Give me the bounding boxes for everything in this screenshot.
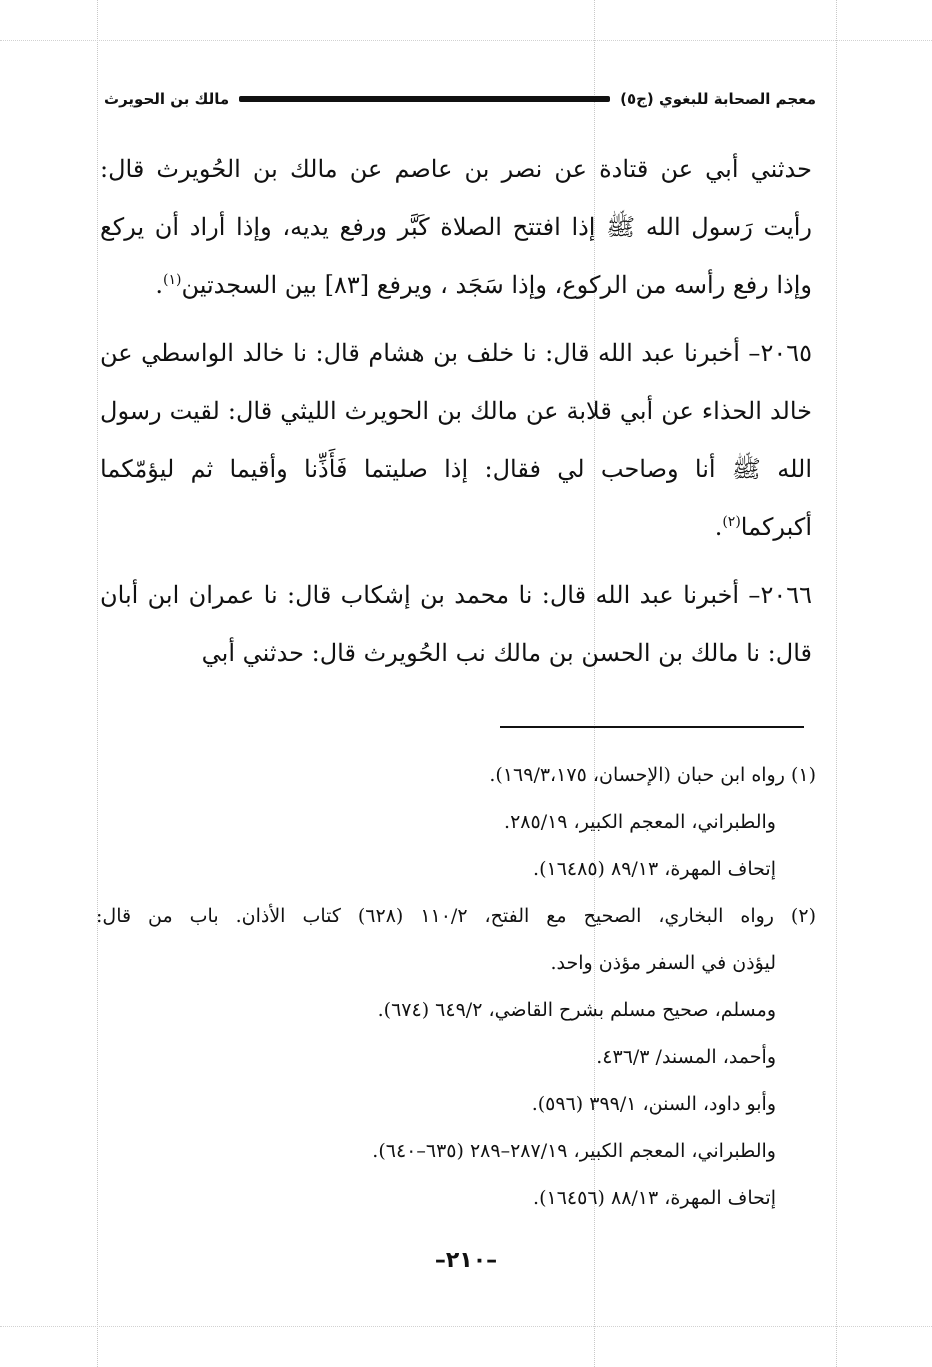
header-rule [239, 96, 610, 102]
paragraph-2066 [100, 566, 812, 682]
footnote-1-line: إتحاف المهرة، ٨٩/١٣ (١٦٤٨٥). [533, 858, 776, 880]
paragraph-end: . [155, 271, 163, 299]
page-number: –٢١٠– [434, 1248, 498, 1273]
running-header [104, 86, 816, 112]
header-section-title: مالك بن الحويرث [104, 90, 230, 108]
footnote-separator [500, 726, 804, 728]
footnote-1-line: (١) رواه ابن حبان (الإحسان، ١٦٩/٣،١٧٥). [489, 764, 816, 786]
paragraph-1 [100, 140, 812, 314]
paragraph-text: حدثني أبي عن قتادة عن نصر بن عاصم عن مالك بن الحُويرث قال: رأيت رَسول الله ﷺ إذا افتتح الصلاة كَبَّر ورفع يديه، وإذا أراد أن يركع وإذا رفع رأسه من الركوع، وإذا سَجَد ، ويرفع [٨٣] بين السجدتين [100, 155, 812, 299]
footnote-2-line: ليؤذن في السفر مؤذن واحد. [550, 952, 776, 974]
scan-guide-line [0, 40, 932, 41]
header-book-title: معجم الصحابة للبغوي (ج٥) [620, 90, 816, 108]
footnote-2-line: وأبو داود، السنن، ٣٩٩/١ (٥٩٦). [531, 1093, 776, 1115]
footnote-reference: (٢) [722, 514, 741, 530]
paragraph-text: ٢٠٦٦– أخبرنا عبد الله قال: نا محمد بن إشكاب قال: نا عمران ابن أبان قال: نا مالك بن الحسن بن مالك نب الحُويرث قال: حدثني أبي [100, 581, 812, 667]
paragraph-end: . [714, 513, 723, 541]
footnote-2-line: والطبراني، المعجم الكبير، ٢٨٧/١٩–٢٨٩ (٦٣٥–٦٤٠). [372, 1140, 776, 1162]
footnotes [96, 752, 816, 1222]
footnote-2-line: (٢) رواه البخاري، الصحيح مع الفتح، ١١٠/٢ (٦٢٨) كتاب الأذان. باب من قال: [96, 905, 816, 927]
footnote-2-line: إتحاف المهرة، ٨٨/١٣ (١٦٤٥٦). [533, 1187, 776, 1209]
paragraph-text: ٢٠٦٥– أخبرنا عبد الله قال: نا خلف بن هشام قال: نا خالد الواسطي عن خالد الحذاء عن أبي قلابة عن مالك بن الحويرث الليثي قال: لقيت رسول الله ﷺ أنا وصاحب لي فقال: إذا صليتما فَأَذِّنا وأقيما ثم ليؤمّكما أكبركما [100, 339, 812, 541]
paragraph-2065 [100, 324, 812, 556]
main-text [100, 140, 812, 682]
footnote-2-line: ومسلم، صحيح مسلم بشرح القاضي، ٦٤٩/٢ (٦٧٤). [377, 999, 776, 1021]
scan-guide-line [836, 0, 837, 1367]
footnote-1-line: والطبراني، المعجم الكبير، ٢٨٥/١٩. [504, 811, 776, 833]
scan-guide-line [0, 1326, 932, 1327]
footnote-reference: (١) [163, 272, 182, 288]
footnote-2-line: وأحمد، المسند/ ٤٣٦/٣. [596, 1046, 776, 1068]
